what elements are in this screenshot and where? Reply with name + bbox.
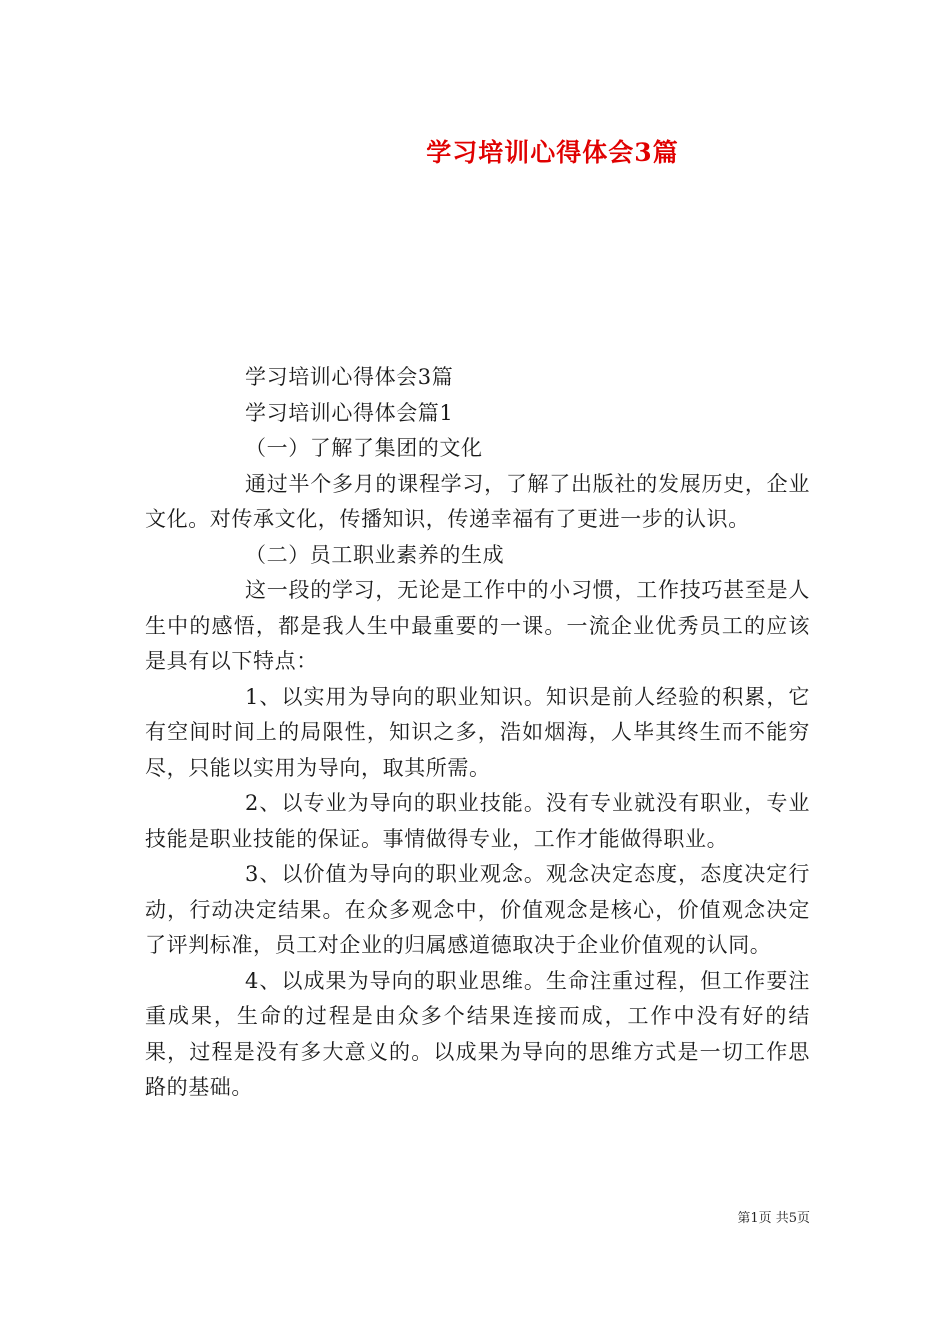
list-item-4: 4、以成果为导向的职业思维。生命注重过程，但工作要注重成果，生命的过程是由众多个结果连接而成，工作中没有好的结果，过程是没有多大意义的。以成果为导向的思维方式是一切工作思路的基础。 <box>145 968 810 1099</box>
document-title: 学习培训心得体会3篇 <box>426 138 679 167</box>
list-item-3: 3、以价值为导向的职业观念。观念决定态度，态度决定行动，行动决定结果。在众多观念中，价值观念是核心，价值观念决定了评判标准，员工对企业的归属感道德取决于企业价值观的认同。 <box>145 862 810 957</box>
paragraph-subheading: 学习培训心得体会篇1 <box>245 400 454 425</box>
document-body <box>145 360 810 1106</box>
paragraph-heading: 学习培训心得体会3篇 <box>245 365 454 389</box>
list-item-2: 2、以专业为导向的职业技能。没有专业就没有职业，专业技能是职业技能的保证。事情做得专业，工作才能做得职业。 <box>145 791 810 851</box>
list-item-1: 1、以实用为导向的职业知识。知识是前人经验的积累，它有空间时间上的局限性，知识之多，浩如烟海，人毕其终生而不能穷尽，只能以实用为导向，取其所需。 <box>145 684 810 780</box>
section-heading-1: （一）了解了集团的文化 <box>245 436 483 460</box>
paragraph: 通过半个多月的课程学习，了解了出版社的发展历史，企业文化。对传承文化，传播知识，传递幸福有了更进一步的认识。 <box>145 471 810 531</box>
paragraph: 这一段的学习，无论是工作中的小习惯，工作技巧甚至是人生中的感悟，都是我人生中最重要的一课。一流企业优秀员工的应该是具有以下特点： <box>145 578 810 673</box>
page-number-footer: 第1页 共5页 <box>737 1211 810 1226</box>
section-heading-2: （二）员工职业素养的生成 <box>245 542 505 567</box>
